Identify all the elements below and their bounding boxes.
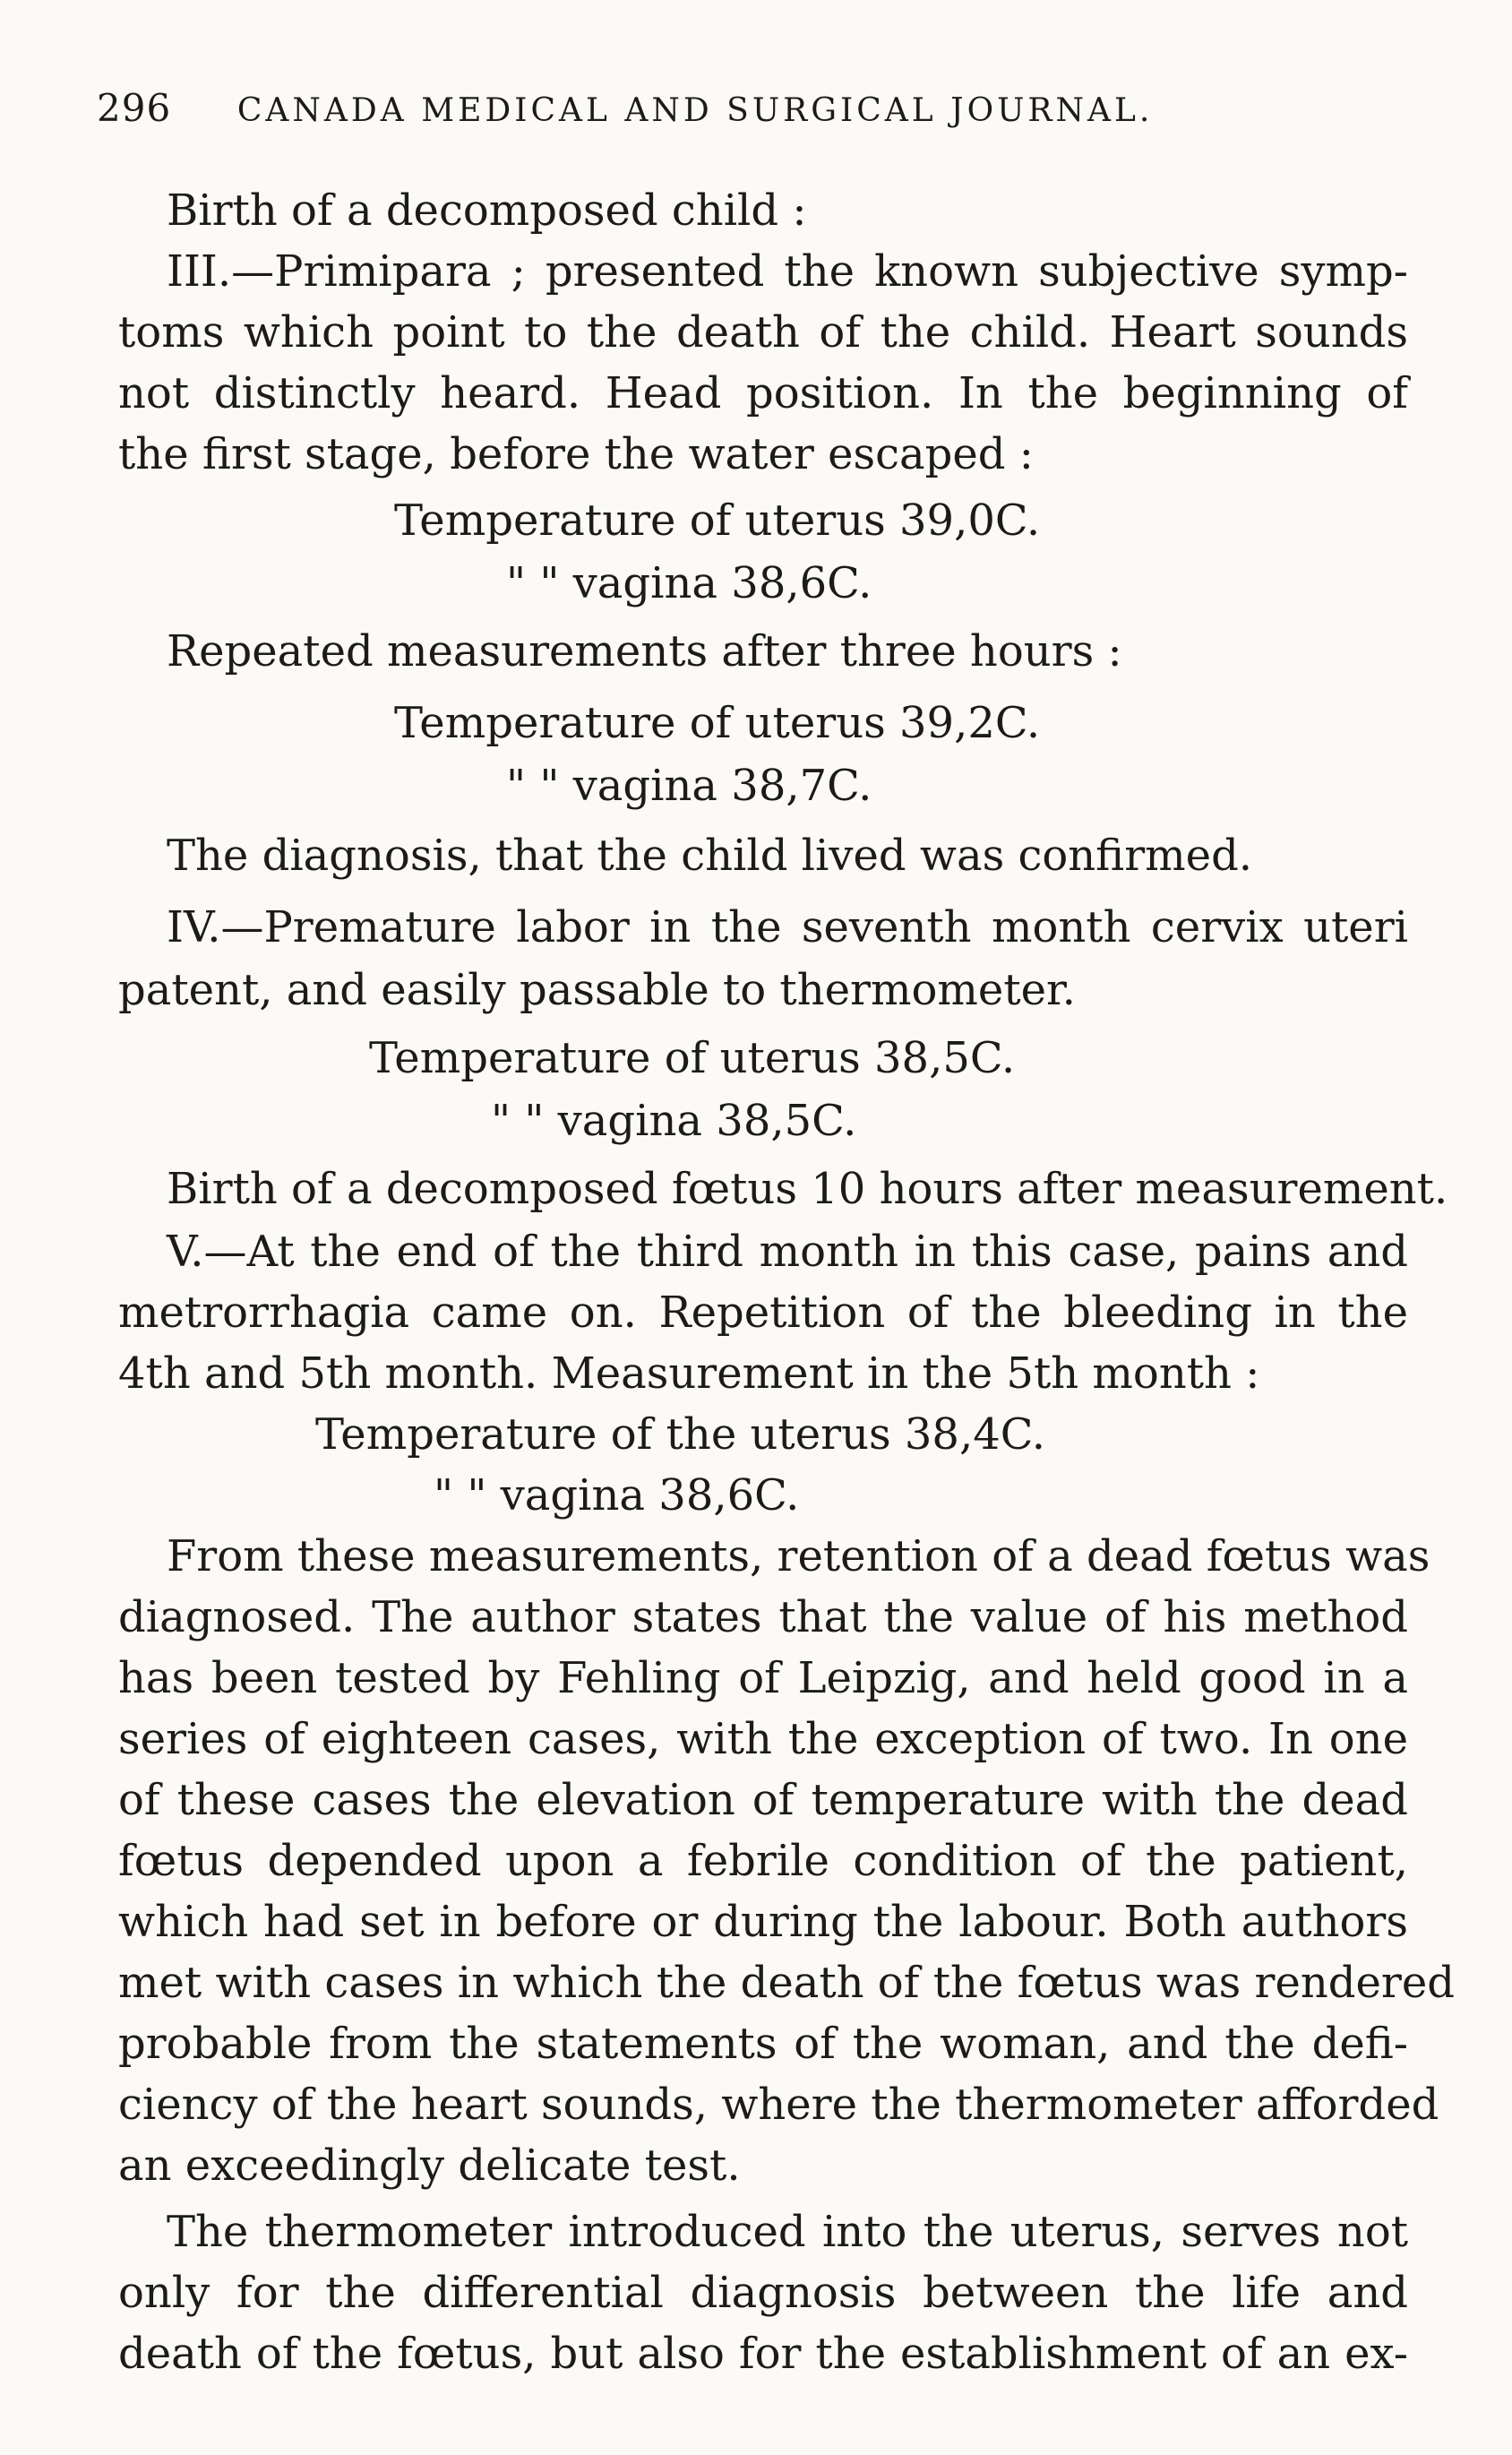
text-line: ciency of the heart sounds, where the thermometer afforded [118,2080,1439,2130]
text-line: 4th and 5th month. Measurement in the 5th month : [118,1348,1260,1399]
text-line: fœtus depended upon a febrile condition of the patient, [118,1836,1408,1886]
text-line: only for the differential diagnosis between the life and [118,2268,1408,2318]
text-line: The diagnosis, that the child lived was confirmed. [167,831,1253,881]
text-line: not distinctly heard. Head position. In the beginning of [118,368,1408,418]
text-line: Repeated measurements after three hours : [167,626,1122,676]
text-line: an exceedingly delicate test. [118,2141,741,2191]
temperature-line: " " vagina 38,6C. [434,1470,800,1520]
text-line: of these cases the elevation of temperature with the dead [118,1775,1408,1825]
text-line: the first stage, before the water escaped : [118,429,1034,479]
text-line: diagnosed. The author states that the value of his method [118,1592,1408,1642]
text-line: death of the fœtus, but also for the establishment of an ex- [118,2329,1408,2379]
text-line: From these measurements, retention of a dead fœtus was [167,1531,1430,1581]
text-line: V.—At the end of the third month in this case, pains and [167,1227,1408,1277]
text-line: patent, and easily passable to thermometer. [118,965,1076,1015]
temperature-line: " " vagina 38,6C. [506,558,872,608]
text-line: Birth of a decomposed child : [167,185,807,236]
text-line: The thermometer introduced into the uterus, serves not [167,2207,1408,2257]
journal-title: CANADA MEDICAL AND SURGICAL JOURNAL. [236,92,1154,129]
running-header [97,86,1153,130]
text-line: series of eighteen cases, with the exception of two. In one [118,1714,1408,1764]
text-line: IV.—Premature labor in the seventh month cervix uteri [167,902,1408,952]
temperature-line: " " vagina 38,5C. [491,1096,857,1146]
text-line: Birth of a decomposed fœtus 10 hours after measurement. [167,1164,1448,1214]
temperature-line: Temperature of the uterus 38,4C. [315,1409,1046,1460]
text-line: metrorrhagia came on. Repetition of the bleeding in the [118,1288,1408,1338]
temperature-line: " " vagina 38,7C. [506,761,872,811]
text-line: met with cases in which the death of the fœtus was rendered [118,1958,1455,2008]
page-number: 296 [97,86,172,130]
temperature-line: Temperature of uterus 38,5C. [369,1033,1016,1083]
text-line: which had set in before or during the labour. Both authors [118,1897,1408,1947]
text-line: has been tested by Fehling of Leipzig, and held good in a [118,1653,1408,1703]
text-line: III.—Primipara ; presented the known subjective symp- [167,246,1408,297]
temperature-line: Temperature of uterus 39,0C. [394,495,1041,546]
text-line: toms which point to the death of the child. Heart sounds [118,307,1408,357]
temperature-line: Temperature of uterus 39,2C. [394,698,1041,748]
text-line: probable from the statements of the woman, and the defi- [118,2019,1408,2069]
